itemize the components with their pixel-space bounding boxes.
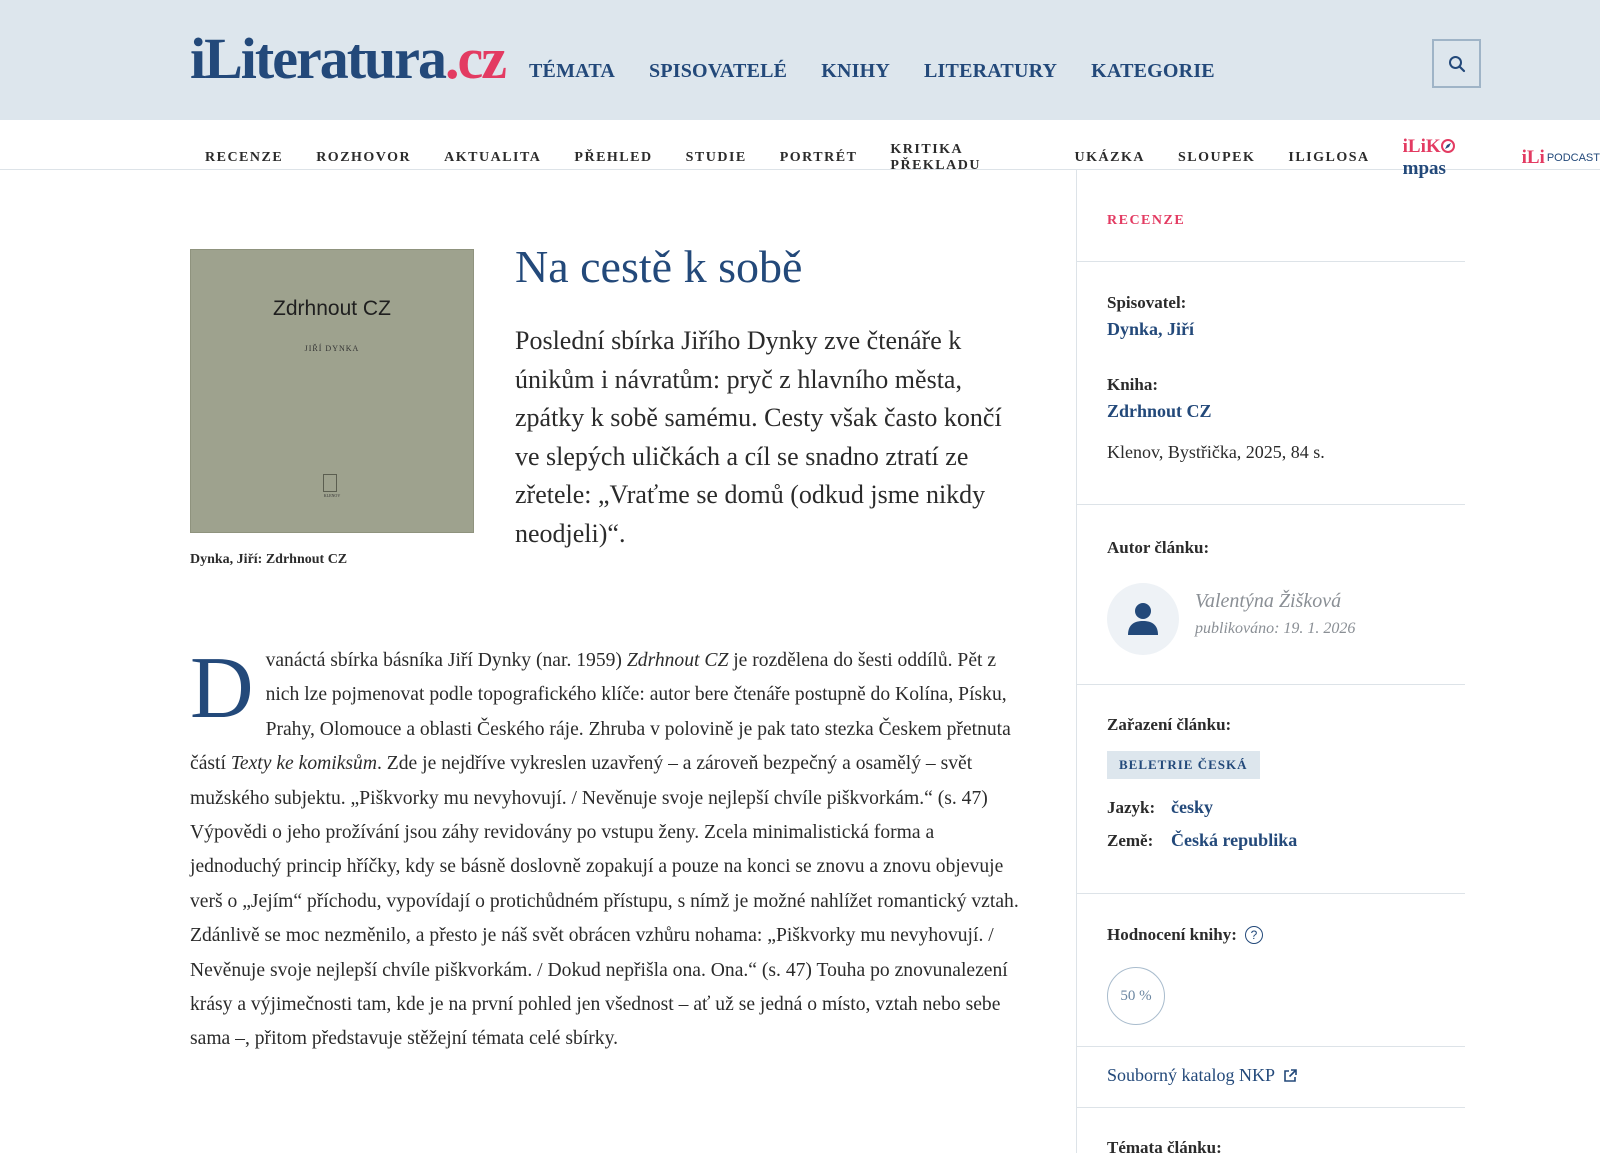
search-button[interactable]	[1432, 39, 1481, 88]
genre-tag[interactable]: BELETRIE ČESKÁ	[1107, 751, 1260, 779]
country-label: Země:	[1107, 831, 1154, 850]
classification-block	[1107, 715, 1465, 851]
language-row	[1107, 797, 1465, 818]
cover-title: Zdrhnout CZ	[273, 297, 391, 320]
divider	[1077, 684, 1465, 685]
divider	[1077, 1107, 1465, 1108]
external-link-icon	[1283, 1069, 1297, 1083]
help-icon[interactable]: ?	[1245, 926, 1263, 944]
subnav-sloupek[interactable]: SLOUPEK	[1177, 150, 1256, 165]
writer-label: Spisovatel:	[1107, 293, 1187, 312]
book-cover-image	[190, 249, 474, 533]
compass-icon	[1441, 139, 1455, 153]
book-block	[1107, 375, 1465, 463]
author-name-link[interactable]: Valentýna Žišková	[1195, 590, 1342, 612]
subnav-prehled[interactable]: PŘEHLED	[574, 150, 653, 165]
nav-kategorie[interactable]: KATEGORIE	[1091, 60, 1215, 82]
search-icon	[1448, 55, 1466, 73]
publisher-logo-icon	[323, 474, 337, 492]
subnav-kritika-prekladu[interactable]: KRITIKA PŘEKLADU	[890, 142, 981, 173]
subnav-rozhovor[interactable]: ROZHOVOR	[316, 150, 412, 165]
nkp-catalog-link[interactable]: Souborný katalog NKP	[1107, 1065, 1275, 1085]
subnav-portret[interactable]: PORTRÉT	[779, 150, 858, 165]
cover-publisher: KLENOV	[323, 493, 341, 498]
divider	[1077, 1046, 1465, 1047]
subnav-aktualita[interactable]: AKTUALITA	[444, 150, 542, 165]
site-header	[0, 0, 1600, 120]
avatar[interactable]	[1107, 583, 1179, 655]
logo-tld: .cz	[445, 26, 506, 91]
article-title: Na cestě k sobě	[515, 241, 803, 292]
author-label: Autor článku:	[1107, 538, 1210, 557]
rating-label: Hodnocení knihy:	[1107, 925, 1237, 944]
country-row	[1107, 830, 1465, 851]
cover-author: JIŘÍ DYNKA	[304, 344, 360, 353]
logo-main: iLiteratura	[190, 26, 446, 91]
drop-cap: D	[190, 640, 254, 737]
subnav-iliglosa[interactable]: ILIGLOSA	[1288, 150, 1370, 165]
language-link[interactable]: česky	[1171, 797, 1213, 817]
book-link[interactable]: Zdrhnout CZ	[1107, 401, 1212, 421]
article-sidebar	[1076, 170, 1464, 1153]
rating-block	[1107, 925, 1465, 945]
nav-knihy[interactable]: KNIHY	[821, 60, 890, 82]
likompas-link[interactable]: iLiKmpas	[1403, 136, 1489, 180]
nav-spisovatele[interactable]: SPISOVATELÉ	[649, 60, 788, 82]
category-nav	[0, 120, 1600, 179]
article-body: Dvanáctá sbírka básníka Jiří Dynky (nar. 1959) Zdrhnout CZ je rozdělena do šesti oddílů. Pět z nich lze pojmenovat podle topografického klíče: autor bere čtenáře postupně do Kolína, Písku, Prahy, Olomouce a oblasti Českého ráje. Zhruba v polovině je pak tato stezka Českem přetnuta částí Texty ke komiksům. Zde je nejdříve vykreslen uzavřený – a zároveň bezpečný a osamělý – svět mužského subjektu. „Piškvorky mu nevyhovují. / Nevěnuje svoje nejlepší chvíle piškvorkám.“ (s. 47) Výpovědi o jeho prožívání jsou záhy revidovány po vstupu ženy. Zcela minimalistická forma a jednoduchý princip hříčky, kdy se básně doslovně zopakují a pouze na konci se znovu a znovu objevuje verš o „Jejím“ příchodu, vypovídají o protichůdném přístupu, s nímž je možné nahlížet romantický vztah. Zdánlivě se moc nezměnilo, a přesto je náš svět obrácen vzhůru nohama: „Piškvorky mu nevyhovují. / Nevěnuje svoje nejlepší chvíle piškvorkám. / Dokud nepřišla ona. Ona.“ (s. 47) Touha po znovunalezení krásy a výjimečnosti tam, kde je na první pohled jen všednost – ať už se jedná o místo, vztah nebo sebe sama –, přitom představuje stěžejní témata celé sbírky.	[190, 640, 1019, 1050]
cover-caption: Dynka, Jiří: Zdrhnout CZ	[190, 552, 348, 567]
published-date: publikováno: 19. 1. 2026	[1195, 620, 1356, 637]
subnav-studie[interactable]: STUDIE	[685, 150, 747, 165]
subnav-recenze[interactable]: RECENZE	[205, 150, 284, 165]
category-link[interactable]: RECENZE	[1107, 213, 1186, 228]
writer-link[interactable]: Dynka, Jiří	[1107, 319, 1195, 339]
user-icon	[1127, 602, 1159, 636]
subnav-ukazka[interactable]: UKÁZKA	[1074, 150, 1145, 165]
nav-literatury[interactable]: LITERATURY	[924, 60, 1058, 82]
book-label: Kniha:	[1107, 375, 1159, 394]
book-info: Klenov, Bystřička, 2025, 84 s.	[1107, 442, 1325, 462]
nav-temata[interactable]: TÉMATA	[529, 60, 616, 82]
rating-badge: 50 %	[1107, 967, 1165, 1025]
topics-label: Témata článku:	[1107, 1138, 1222, 1153]
divider	[1077, 504, 1465, 505]
main-nav	[529, 60, 1249, 83]
article-lead: Poslední sbírka Jiřího Dynky zve čtenáře k únikům i návratům: pryč z hlavního města, zpátky k sobě samému. Cesty však často končí ve slepých uličkách a cíl se snadno ztratí ze zřetele: „Vraťme se domů (odkud jsme nikdy neodjeli)“.	[515, 326, 1002, 548]
podcast-link[interactable]: iLi PODCAST	[1521, 147, 1600, 168]
divider	[1077, 893, 1465, 894]
country-link[interactable]: Česká republika	[1171, 830, 1298, 850]
language-label: Jazyk:	[1107, 798, 1156, 817]
writer-block	[1107, 293, 1465, 340]
classification-label: Zařazení článku:	[1107, 715, 1232, 734]
divider	[1077, 261, 1465, 262]
site-logo[interactable]	[190, 26, 506, 91]
catalog-block	[1107, 1065, 1465, 1086]
